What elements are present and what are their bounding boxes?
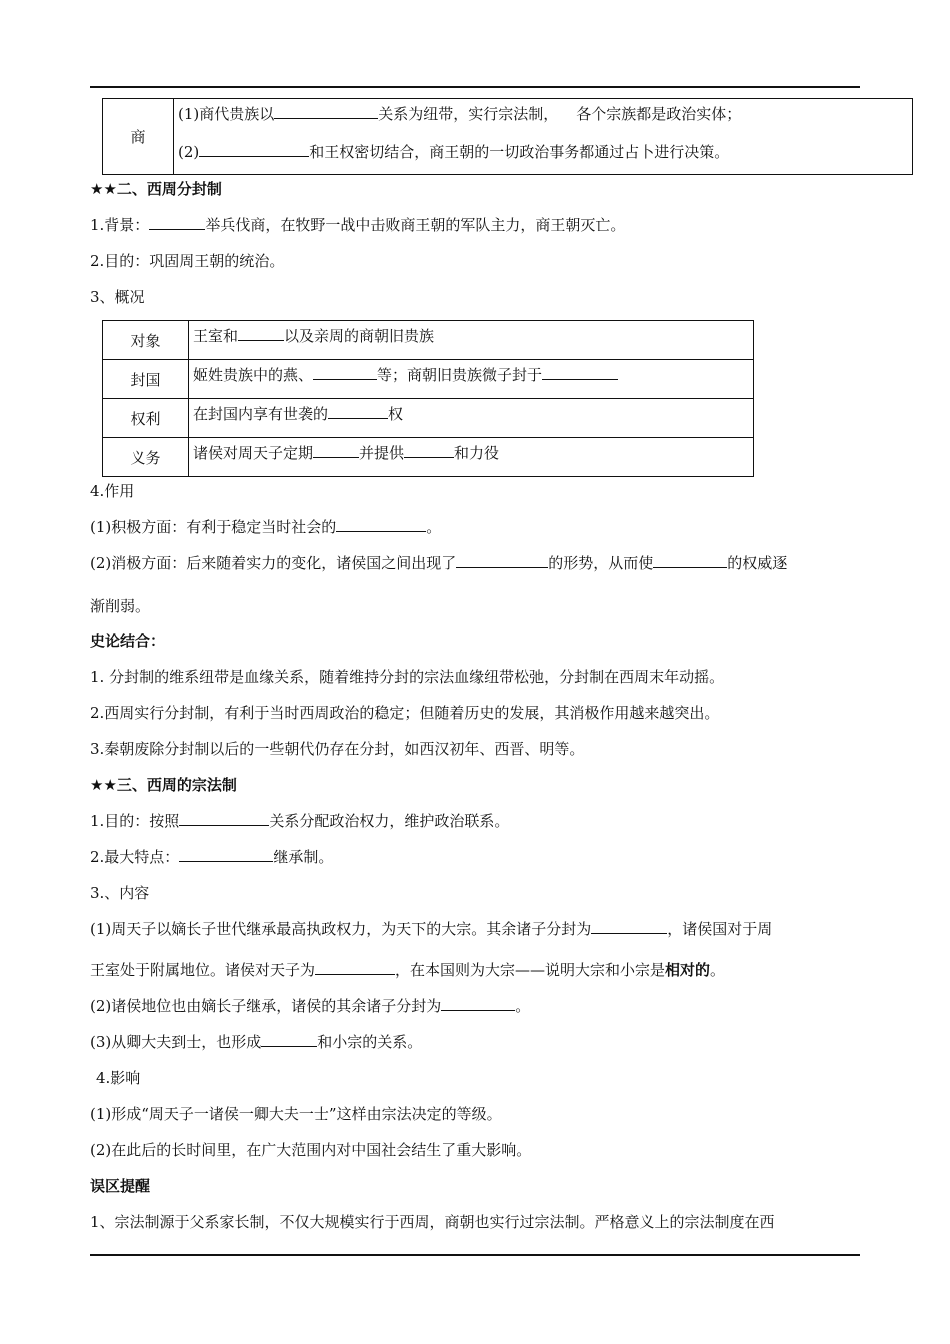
text: 王室处于附属地位。诸侯对天子为 — [90, 961, 316, 979]
section-3-title: ★★三、西周的宗法制 — [90, 776, 237, 794]
row-text: 姬姓贵族中的燕、 — [193, 366, 314, 384]
shang-line-2 — [178, 142, 908, 162]
row-text: 诸侯对周天子定期 — [193, 444, 314, 462]
text: 的权威逐 — [727, 554, 788, 572]
fill-blank[interactable] — [274, 104, 378, 119]
text: ，诸侯国对于周 — [667, 920, 773, 938]
shilun-title: 史论结合： — [90, 632, 166, 650]
fill-blank[interactable] — [179, 847, 273, 862]
sec3-feature — [90, 847, 333, 867]
text: 。 — [426, 518, 442, 536]
fill-blank[interactable] — [238, 326, 284, 341]
text: ，在本国则为大宗——说明大宗和小宗是 — [395, 961, 666, 979]
shang-line2-b: 和王权密切结合，商王朝的一切政治事务都通过占卜进行决策。 — [309, 143, 730, 161]
sec3-impact: 4.影响 — [96, 1069, 141, 1087]
row-text: 和力役 — [454, 444, 500, 462]
row-key-text: 义务 — [130, 448, 161, 467]
text: (2)诸侯地位也由嫡长子继承，诸侯的其余诸子分封为 — [90, 997, 442, 1015]
fill-blank[interactable] — [149, 215, 205, 230]
row-key-text: 权利 — [130, 409, 161, 428]
text: 。 — [515, 997, 531, 1015]
sec3-content-2 — [90, 996, 530, 1016]
row-text: 等；商朝旧贵族微子封于 — [377, 366, 543, 384]
sec2-background — [90, 215, 625, 235]
text: 。 — [710, 961, 726, 979]
sec3-goal — [90, 811, 509, 831]
sec3-content: 3.、内容 — [90, 884, 150, 902]
sec2-bg-label: 1.背景： — [90, 216, 150, 234]
wuqu-item: 1、宗法制源于父系家长制，不仅大规模实行于西周，商朝也实行过宗法制。严格意义上的宗法制度在西 — [90, 1213, 775, 1231]
text: 和小宗的关系。 — [317, 1033, 423, 1051]
shilun-item: 2.西周实行分封制，有利于当时西周政治的稳定；但随着历史的发展，其消极作用越来越突出。 — [90, 704, 720, 722]
shang-line1-b: 关系为纽带，实行宗法制， — [378, 105, 559, 123]
sec3-content-1-cont — [90, 960, 725, 980]
fill-blank[interactable] — [404, 443, 454, 458]
fill-blank[interactable] — [315, 960, 395, 975]
row-text: 权 — [388, 405, 404, 423]
shang-line1-c: 各个宗族都是政治实体； — [576, 105, 742, 123]
sec3-impact-1: (1)形成“周天子一诸侯一卿大夫一士”这样由宗法决定的等级。 — [90, 1105, 502, 1123]
shang-content-cell — [174, 99, 913, 175]
sec2-positive — [90, 517, 441, 537]
shang-line2-a: (2) — [178, 143, 200, 161]
bottom-rule — [90, 1254, 860, 1256]
fill-blank[interactable] — [179, 811, 269, 826]
fill-blank[interactable] — [441, 996, 515, 1011]
row-text: 王室和 — [193, 327, 239, 345]
fill-blank[interactable] — [328, 404, 388, 419]
fill-blank[interactable] — [336, 517, 426, 532]
text: (1)积极方面：有利于稳定当时社会的 — [90, 518, 337, 536]
emphasis-text: 相对的 — [665, 961, 711, 979]
shilun-item: 1. 分封制的维系纽带是血缘关系，随着维持分封的宗法血缘纽带松弛，分封制在西周末年动摇。 — [90, 668, 725, 686]
sec2-negative — [90, 553, 787, 573]
top-rule — [90, 86, 860, 88]
fill-blank[interactable] — [456, 553, 548, 568]
sec2-bg-text: 举兵伐商，在牧野一战中击败商王朝的军队主力，商王朝灭亡。 — [205, 216, 626, 234]
sec3-impact-2: (2)在此后的长时间里，在广大范围内对中国社会结生了重大影响。 — [90, 1141, 532, 1159]
row-key — [103, 438, 189, 477]
text: 继承制。 — [273, 848, 334, 866]
row-text: 在封国内享有世袭的 — [193, 405, 329, 423]
shang-key: 商 — [130, 128, 146, 146]
text: 的形势，从而使 — [548, 554, 654, 572]
shang-line-1 — [178, 104, 908, 124]
fill-blank[interactable] — [542, 365, 618, 380]
text: 1.目的：按照 — [90, 812, 180, 830]
sec2-overview: 3、概况 — [90, 288, 145, 306]
text: (2)消极方面：后来随着实力的变化，诸侯国之间出现了 — [90, 554, 457, 572]
sec3-content-3 — [90, 1032, 422, 1052]
fill-blank[interactable] — [313, 443, 359, 458]
sec3-content-1 — [90, 919, 772, 939]
wuqu-title: 误区提醒 — [90, 1177, 151, 1195]
row-value — [189, 399, 754, 438]
fill-blank[interactable] — [591, 919, 667, 934]
section-2-title: ★★二、西周分封制 — [90, 180, 222, 198]
fill-blank[interactable] — [313, 365, 377, 380]
row-text: 并提供 — [359, 444, 405, 462]
shang-table — [102, 98, 913, 175]
shilun-item: 3.秦朝废除分封制以后的一些朝代仍存在分封，如西汉初年、西晋、明等。 — [90, 740, 585, 758]
text: 关系分配政治权力，维护政治联系。 — [269, 812, 510, 830]
text: (3)从卿大夫到士，也形成 — [90, 1033, 262, 1051]
row-key-text: 封国 — [130, 370, 161, 389]
row-key — [103, 399, 189, 438]
sec2-effect: 4.作用 — [90, 482, 135, 500]
row-key — [103, 360, 189, 399]
row-key-text: 对象 — [130, 331, 161, 350]
sec2-negative-cont: 渐削弱。 — [90, 597, 151, 615]
shang-line1-a: (1)商代贵族以 — [178, 105, 275, 123]
row-value — [189, 438, 754, 477]
fill-blank[interactable] — [261, 1032, 317, 1047]
fengjian-table — [102, 320, 754, 477]
row-text: 以及亲周的商朝旧贵族 — [284, 327, 435, 345]
fill-blank[interactable] — [199, 142, 309, 157]
text: 2.最大特点： — [90, 848, 180, 866]
row-key — [103, 321, 189, 360]
row-value — [189, 360, 754, 399]
fill-blank[interactable] — [653, 553, 727, 568]
row-value — [189, 321, 754, 360]
text: (1)周天子以嫡长子世代继承最高执政权力，为天下的大宗。其余诸子分封为 — [90, 920, 592, 938]
shang-key-cell — [103, 99, 174, 175]
sec2-goal: 2.目的：巩固周王朝的统治。 — [90, 252, 285, 270]
